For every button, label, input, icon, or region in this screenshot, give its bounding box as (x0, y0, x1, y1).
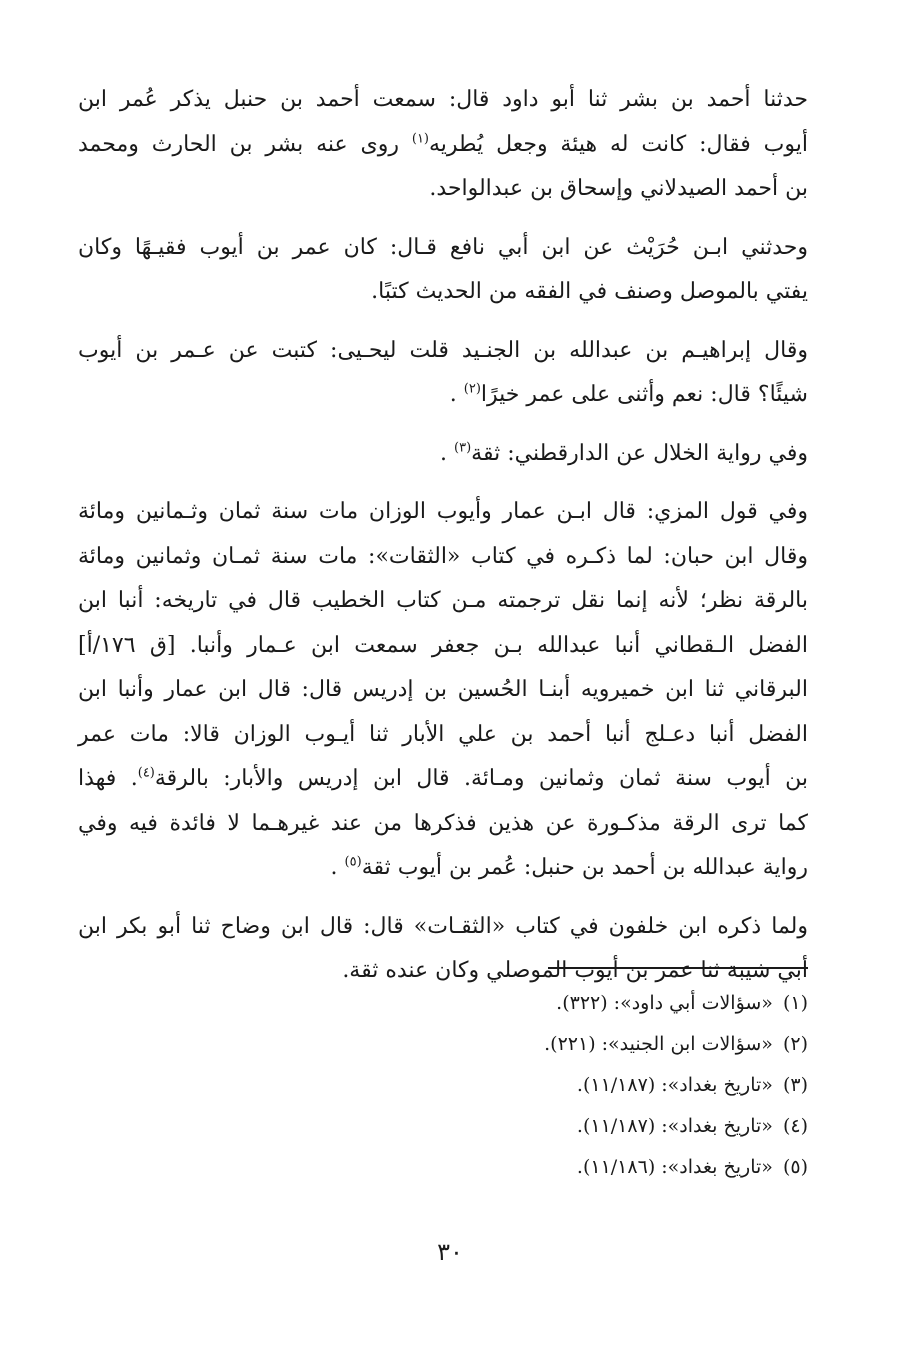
footnote-ref-4: (٤) (137, 765, 155, 781)
footnote-number: (١) (782, 992, 808, 1014)
footnote-item (420, 1026, 808, 1062)
paragraph-4 (78, 432, 808, 477)
text-line: وحدثني ابـن حُرَيْث عن ابن أبي نافع قـال: كان عمر بن أيوب فقيـهًا وكان (78, 234, 808, 260)
paragraph-2 (78, 226, 808, 315)
paragraph-1 (78, 78, 808, 212)
footnote-number: (٥) (782, 1156, 808, 1178)
text-line: ولما ذكره ابن خلفون في كتاب «الثقـات» قال: قال ابن وضاح ثنا أبو بكر ابن (78, 913, 808, 939)
footnote-divider (548, 967, 808, 969)
text-line: وفي قول المزي: قال ابـن عمار وأيوب الوزان مات سنة ثمان وثـمانين ومائة (78, 499, 808, 524)
footnote-item (420, 1149, 808, 1185)
text-line: يفتي بالموصل وصنف في الفقه من الحديث كتبًا. (371, 279, 808, 304)
text-fragment: وفي رواية الخلال عن الدارقطني: ثقة (471, 440, 808, 466)
text-line: الفضل أنبا دعـلج أنبا أحمد بن علي الأبار ثنا أيـوب الوزان قالا: مات عمر (78, 721, 808, 747)
text-fragment: . (449, 382, 464, 407)
page-number: ٣٠ (437, 1238, 463, 1266)
text-line (78, 757, 808, 802)
footnote-text: «سؤالات ابن الجنيد»: (٢٢١). (544, 1033, 773, 1055)
text-fragment: روى عنه بشر بن الحارث ومحمد (78, 131, 412, 157)
text-fragment: . (440, 440, 455, 466)
text-fragment: . فهذا (78, 766, 138, 791)
text-line: بن أحمد الصيدلاني وإسحاق بن عبدالواحد. (429, 176, 808, 201)
text-line (78, 846, 808, 891)
text-fragment: . (330, 855, 345, 880)
footnote-ref-5: (٥) (344, 854, 362, 870)
text-line (78, 432, 808, 477)
text-line: حدثنا أحمد بن بشر ثنا أبو داود قال: سمعت أحمد بن حنبل يذكر عُمر ابن (78, 87, 808, 112)
text-line: بالرقة نظر؛ لأنه إنما نقل ترجمته مـن كتاب الخطيب قال في تاريخه: أنبا ابن (78, 588, 808, 613)
footnote-item (420, 1067, 808, 1103)
footnote-item (420, 985, 808, 1021)
footnote-text: «تاريخ بغداد»: (١١/١٨٦). (576, 1156, 773, 1178)
footnote-ref-1: (١) (411, 131, 429, 147)
main-text (78, 78, 808, 1008)
footnotes (420, 985, 808, 1190)
footnote-text: «تاريخ بغداد»: (١١/١٨٧). (576, 1074, 773, 1096)
text-fragment: أيوب فقال: كانت له هيئة وجعل يُطريه (429, 131, 808, 157)
paragraph-5 (78, 490, 808, 891)
text-line: وقال ابن حبان: لما ذكـره في كتاب «الثقات»: مات سنة ثمـان وثمانين ومائة (78, 543, 808, 569)
paragraph-3 (78, 329, 808, 418)
footnote-text: «سؤالات أبي داود»: (٣٢٢). (556, 992, 773, 1014)
footnote-ref-2: (٢) (463, 381, 481, 397)
text-line: الفضل الـقطاني أنبا عبدالله بـن جعفر سمعت ابن عـمار وأنبا. [ق ١٧٦/أ] (78, 632, 808, 658)
text-line (78, 123, 808, 168)
footnote-number: (٤) (782, 1115, 808, 1137)
paragraph-6 (78, 905, 808, 994)
text-line: كما ترى الرقة مذكـورة عن هذين فذكرها من عند غيرهـما لا فائدة فيه وفي (78, 810, 808, 836)
text-fragment: بن أيوب سنة ثمان وثمانين ومـائة. قال ابن إدريس والأبار: بالرقة (154, 766, 808, 791)
text-fragment: رواية عبدالله بن أحمد بن حنبل: عُمر بن أيوب ثقة (361, 855, 808, 880)
text-fragment: شيئًا؟ قال: نعم وأثنى على عمر خيرًا (480, 382, 808, 407)
footnote-item (420, 1108, 808, 1144)
footnote-number: (٢) (782, 1033, 808, 1055)
text-line: أبي شيبة ثنا عمر بن أيوب الموصلي وكان عنده ثقة. (342, 958, 808, 983)
text-line: البرقاني ثنا ابن خميرويه أبنـا الحُسين بن إدريس قال: قال ابن عمار وأنبا ابن (78, 677, 808, 702)
text-line (78, 373, 808, 418)
footnote-ref-3: (٣) (454, 440, 472, 456)
text-line: وقال إبراهيـم بن عبدالله بن الجنـيد قلت ليحـيى: كتبت عن عـمر بن أيوب (78, 337, 808, 363)
footnote-text: «تاريخ بغداد»: (١١/١٨٧). (576, 1115, 773, 1137)
footnote-number: (٣) (782, 1074, 808, 1096)
